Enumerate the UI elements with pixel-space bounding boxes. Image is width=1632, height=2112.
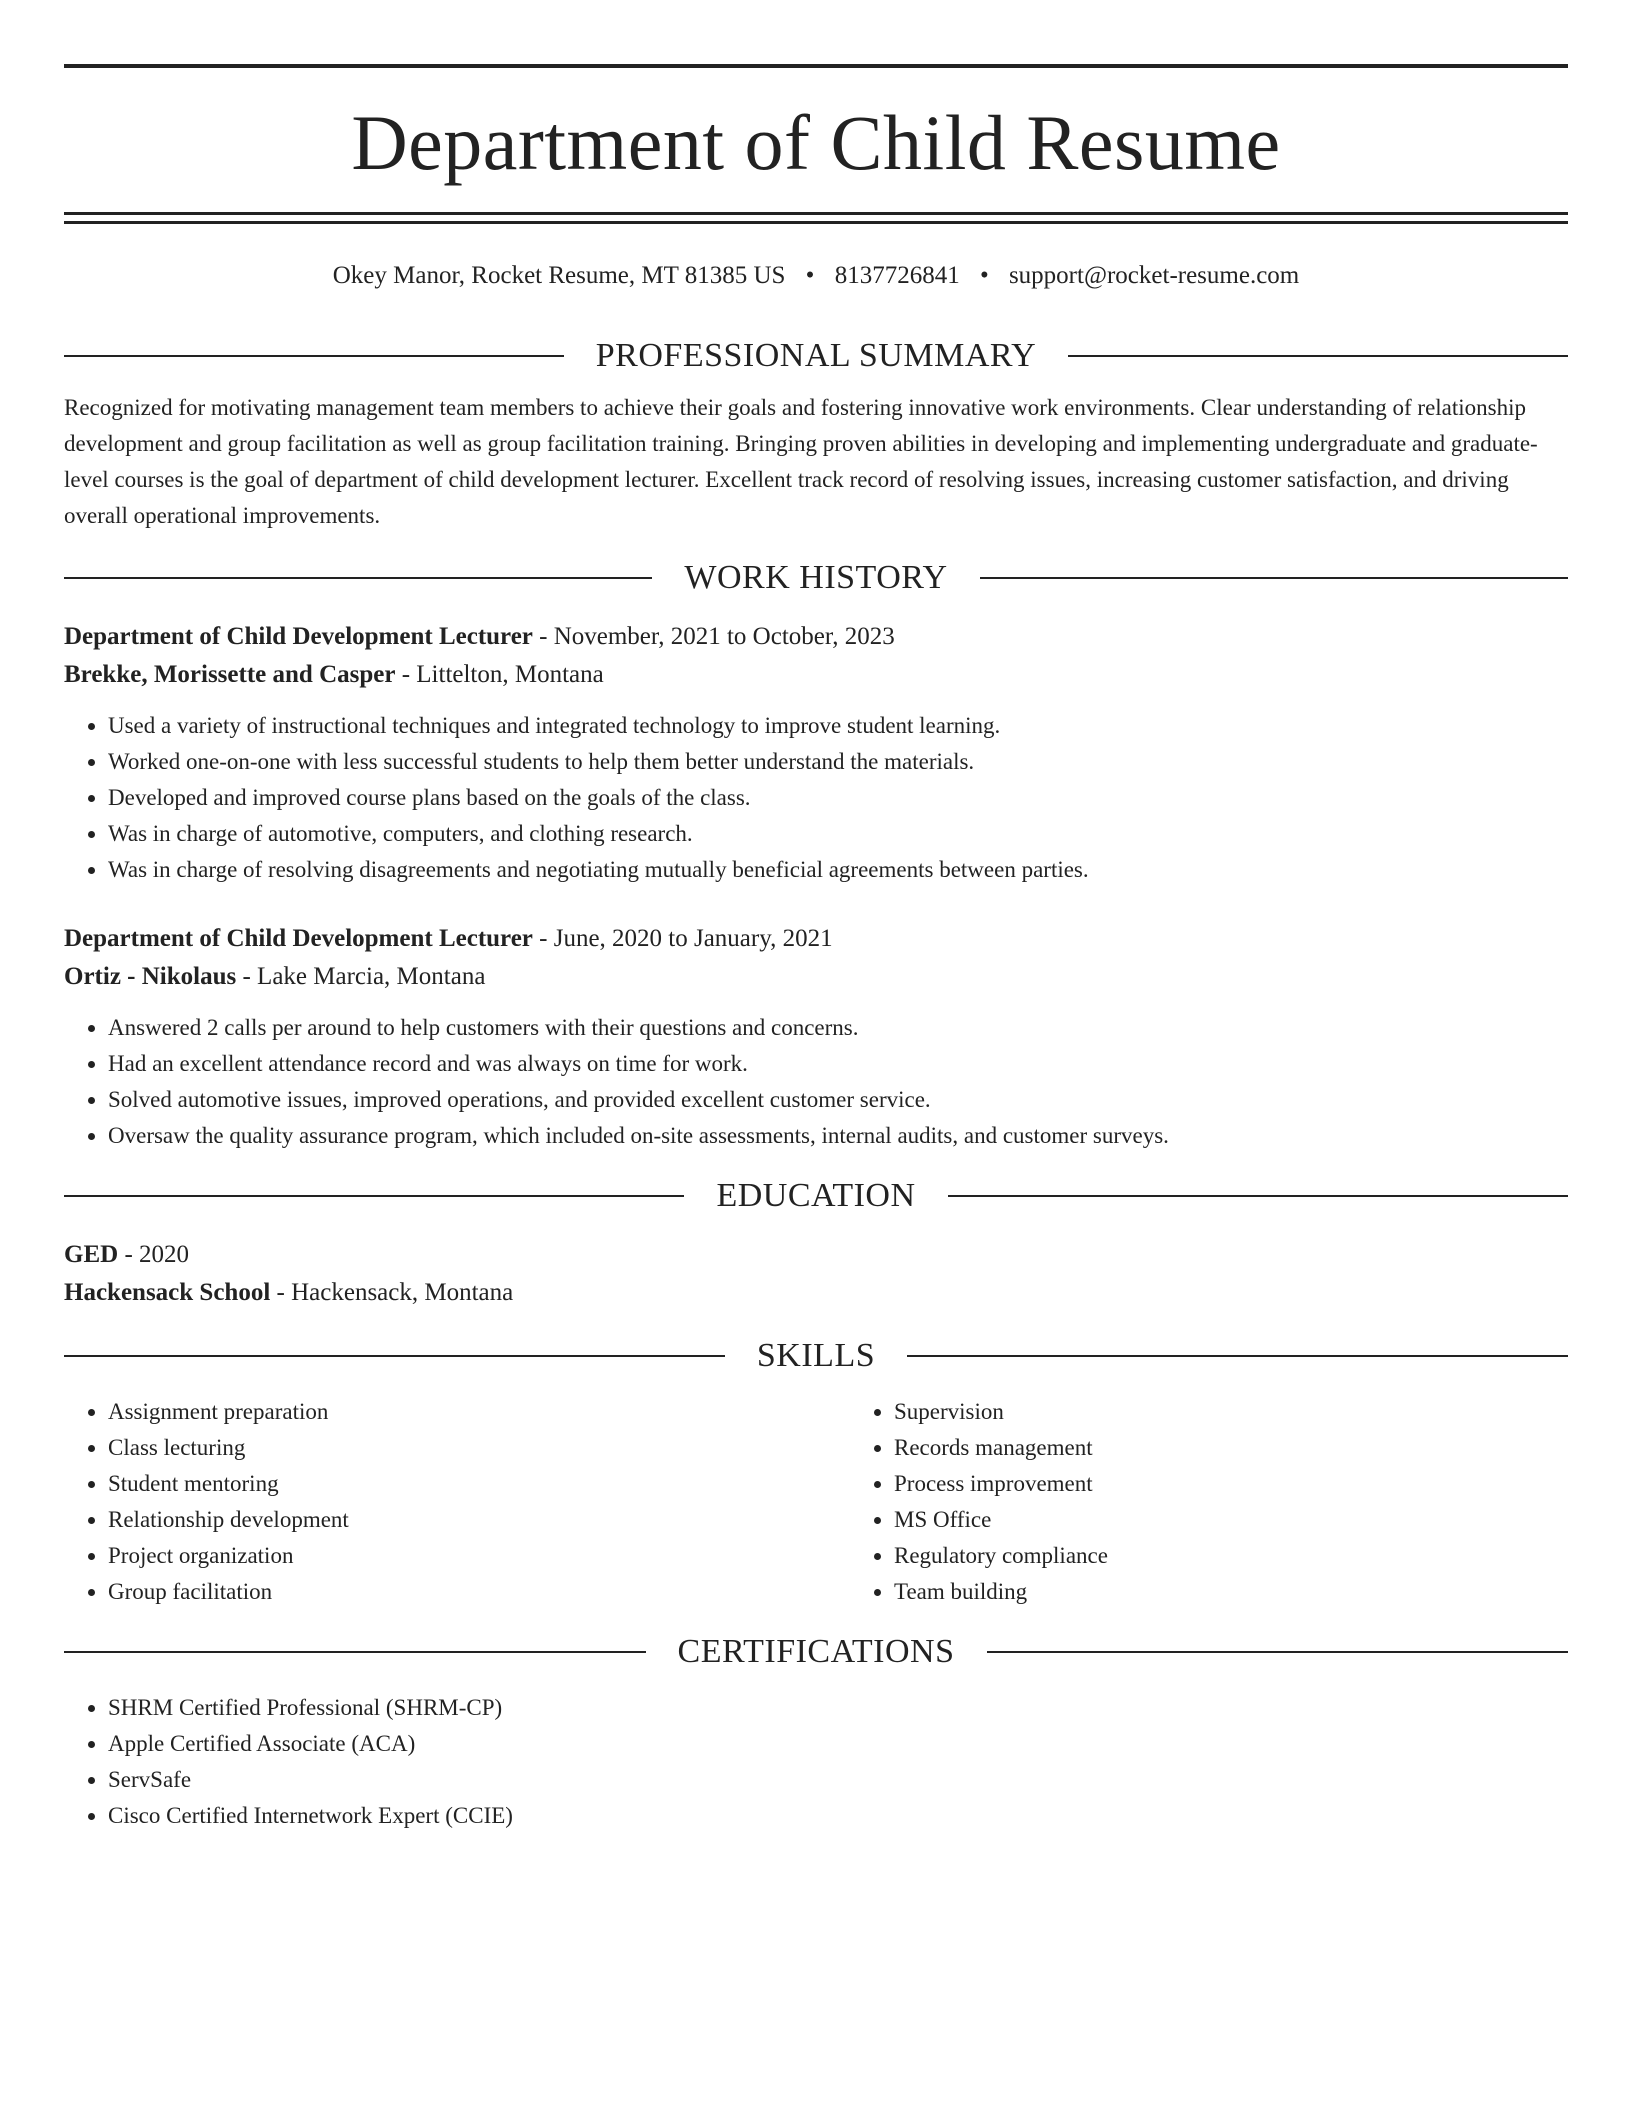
list-item: • Group facilitation [108, 1574, 850, 1610]
skills-list-left [64, 1394, 850, 1610]
summary-text: Recognized for motivating management team members to achieve their goals and fostering innovative work environments. Clear understanding of relationship development and group facilitation as well as group facilitation training. Bringing proven abilities in developing and implementing undergraduate and graduate-level courses is the goal of department of child development lecturer. Excellent track record of resolving issues, increasing customer satisfaction, and driving overall operational improvements. [64, 395, 1538, 528]
divider [980, 577, 1568, 579]
section-header-summary [64, 336, 1568, 376]
section-title: WORK HISTORY [684, 559, 948, 596]
list-item: • Had an excellent attendance record and was always on time for work. [108, 1046, 1568, 1082]
double-rule [64, 212, 1568, 224]
section-title: PROFESSIONAL SUMMARY [595, 337, 1037, 374]
list-item: • Was in charge of resolving disagreements and negotiating mutually beneficial agreements between parties. [108, 852, 1568, 888]
job-entry [64, 618, 1568, 888]
job-title: Department of Child Development Lecturer [64, 925, 533, 952]
job-company-line [64, 958, 1568, 996]
list-item: • Cisco Certified Internetwork Expert (CCIE) [108, 1798, 1568, 1834]
job-location: - Lake Marcia, Montana [236, 963, 486, 990]
job-company: Ortiz - Nikolaus [64, 963, 237, 990]
top-rule [64, 64, 1568, 68]
divider [64, 577, 652, 579]
job-dates: - June, 2020 to January, 2021 [532, 925, 833, 952]
list-item: • Class lecturing [108, 1430, 850, 1466]
contact-separator: • [979, 262, 989, 289]
resume-title: Department of Child Resume [351, 99, 1281, 186]
divider [1068, 355, 1568, 357]
job-title-line [64, 920, 1568, 958]
list-item: • Team building [894, 1574, 1632, 1610]
job-duties [64, 708, 1568, 888]
degree-line [64, 1236, 1568, 1274]
divider [64, 1195, 684, 1197]
job-company: Brekke, Morissette and Casper [64, 661, 396, 688]
section-title: CERTIFICATIONS [677, 1633, 955, 1670]
divider [64, 355, 564, 357]
section-header-education [64, 1176, 1568, 1216]
skills-list-right [850, 1394, 1632, 1610]
job-dates: - November, 2021 to October, 2023 [532, 623, 895, 650]
list-item: • Relationship development [108, 1502, 850, 1538]
resume-page [64, 64, 1568, 1834]
list-item: • Process improvement [894, 1466, 1632, 1502]
list-item: • SHRM Certified Professional (SHRM-CP) [108, 1690, 1568, 1726]
list-item: • Was in charge of automotive, computers, and clothing research. [108, 816, 1568, 852]
job-location: - Littelton, Montana [395, 661, 604, 688]
certifications-list [64, 1690, 1568, 1834]
list-item: • Records management [894, 1430, 1632, 1466]
list-item: • Supervision [894, 1394, 1632, 1430]
degree-year: - 2020 [118, 1241, 190, 1268]
divider [948, 1195, 1568, 1197]
list-item: • Oversaw the quality assurance program, which included on-site assessments, internal audits, and customer surveys. [108, 1118, 1568, 1154]
skills-columns [64, 1394, 1568, 1610]
section-header-work [64, 558, 1568, 598]
list-item: • Student mentoring [108, 1466, 850, 1502]
education-entry [64, 1236, 1568, 1312]
divider [64, 1355, 725, 1357]
list-item: • Project organization [108, 1538, 850, 1574]
list-item: • MS Office [894, 1502, 1632, 1538]
list-item: • Solved automotive issues, improved operations, and provided excellent customer service. [108, 1082, 1568, 1118]
school-name: Hackensack School [64, 1279, 271, 1306]
school-location: - Hackensack, Montana [270, 1279, 514, 1306]
contact-line [64, 260, 1568, 292]
section-title: SKILLS [756, 1337, 876, 1374]
section-title: EDUCATION [716, 1177, 916, 1214]
job-company-line [64, 656, 1568, 694]
degree: GED [64, 1241, 119, 1268]
list-item: • ServSafe [108, 1762, 1568, 1798]
contact-email: support@rocket-resume.com [1008, 262, 1300, 289]
list-item: • Regulatory compliance [894, 1538, 1632, 1574]
list-item: • Assignment preparation [108, 1394, 850, 1430]
job-title: Department of Child Development Lecturer [64, 623, 533, 650]
list-item: • Apple Certified Associate (ACA) [108, 1726, 1568, 1762]
job-title-line [64, 618, 1568, 656]
contact-address: Okey Manor, Rocket Resume, MT 81385 US [332, 262, 786, 289]
job-entry [64, 920, 1568, 1154]
school-line [64, 1274, 1568, 1312]
list-item: • Answered 2 calls per around to help customers with their questions and concerns. [108, 1010, 1568, 1046]
section-header-skills [64, 1336, 1568, 1376]
list-item: • Used a variety of instructional techniques and integrated technology to improve student learning. [108, 708, 1568, 744]
list-item: • Developed and improved course plans based on the goals of the class. [108, 780, 1568, 816]
job-duties [64, 1010, 1568, 1154]
contact-phone: 8137726841 [834, 262, 960, 289]
divider [907, 1355, 1568, 1357]
contact-separator: • [805, 262, 815, 289]
divider [987, 1651, 1569, 1653]
list-item: • Worked one-on-one with less successful students to help them better understand the materials. [108, 744, 1568, 780]
divider [64, 1651, 646, 1653]
section-header-certifications [64, 1632, 1568, 1672]
